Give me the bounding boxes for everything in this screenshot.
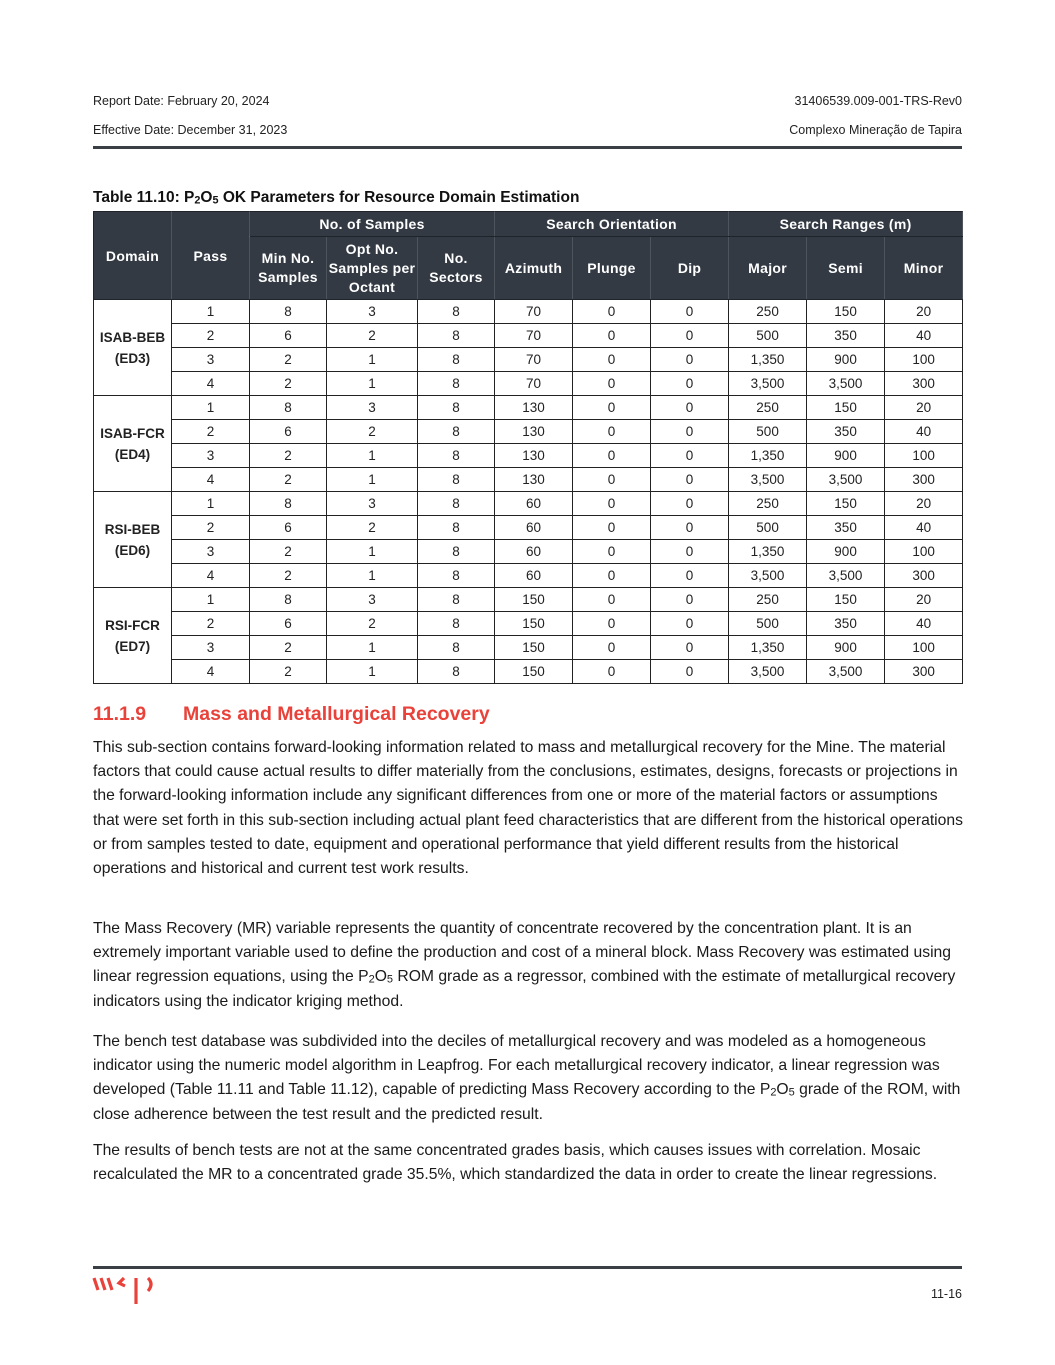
cell-plunge: 0 — [573, 636, 651, 660]
cell-major: 3,500 — [729, 372, 807, 396]
cell-opt-samples: 2 — [327, 516, 418, 540]
cell-azimuth: 70 — [495, 348, 573, 372]
cell-azimuth: 60 — [495, 540, 573, 564]
table-row — [94, 468, 963, 492]
cell-plunge: 0 — [573, 348, 651, 372]
cell-dip: 0 — [651, 660, 729, 684]
domain-name: RSI-FCR — [105, 617, 160, 633]
table-row — [94, 660, 963, 684]
cell-dip: 0 — [651, 516, 729, 540]
header-search-ranges: Search Ranges (m) — [729, 212, 963, 237]
cell-major: 250 — [729, 588, 807, 612]
cell-plunge: 0 — [573, 660, 651, 684]
domain-code: (ED3) — [114, 350, 151, 366]
cell-major: 1,350 — [729, 636, 807, 660]
cell-dip: 0 — [651, 564, 729, 588]
cell-sectors: 8 — [418, 660, 495, 684]
cell-sectors: 8 — [418, 612, 495, 636]
cell-dip: 0 — [651, 300, 729, 324]
cell-minor: 40 — [885, 612, 963, 636]
cell-azimuth: 60 — [495, 516, 573, 540]
cell-plunge: 0 — [573, 612, 651, 636]
cell-min-samples: 2 — [250, 444, 327, 468]
cell-plunge: 0 — [573, 444, 651, 468]
cell-dip: 0 — [651, 420, 729, 444]
domain-name: ISAB-BEB — [99, 329, 166, 345]
cell-plunge: 0 — [573, 300, 651, 324]
cell-pass: 3 — [172, 348, 250, 372]
cell-opt-samples: 3 — [327, 300, 418, 324]
cell-pass: 1 — [172, 492, 250, 516]
cell-azimuth: 130 — [495, 444, 573, 468]
cell-semi: 350 — [807, 324, 885, 348]
cell-semi: 150 — [807, 588, 885, 612]
table-row — [94, 348, 963, 372]
effective-date: Effective Date: December 31, 2023 — [93, 123, 288, 137]
table-row — [94, 396, 963, 420]
header-azimuth: Azimuth — [495, 237, 573, 300]
cell-major: 3,500 — [729, 468, 807, 492]
cell-minor: 100 — [885, 540, 963, 564]
cell-plunge: 0 — [573, 588, 651, 612]
table-row — [94, 588, 963, 612]
cell-sectors: 8 — [418, 300, 495, 324]
cell-azimuth: 150 — [495, 612, 573, 636]
cell-dip: 0 — [651, 348, 729, 372]
cell-opt-samples: 1 — [327, 636, 418, 660]
cell-semi: 3,500 — [807, 660, 885, 684]
cell-azimuth: 60 — [495, 564, 573, 588]
header-domain: Domain — [94, 212, 172, 300]
table-row — [94, 612, 963, 636]
cell-semi: 3,500 — [807, 564, 885, 588]
cell-semi: 350 — [807, 612, 885, 636]
cell-semi: 150 — [807, 300, 885, 324]
domain-code: (ED7) — [114, 638, 151, 654]
paragraph-mass-recovery: The Mass Recovery (MR) variable represents the quantity of concentrate recovered by the concentration plant. It is an extremely important variable used to define the production and cost of a mineral block. Mass Recovery was estimated using linear regression equations, using the $P_2O_5$ ROM grade as a regressor, combined with the estimate of metallurgical recovery indicators using the indicator kriging method. — [93, 920, 956, 1010]
cell-min-samples: 6 — [250, 516, 327, 540]
domain-cell — [94, 588, 172, 684]
table-row — [94, 516, 963, 540]
cell-opt-samples: 3 — [327, 396, 418, 420]
cell-minor: 100 — [885, 348, 963, 372]
header-dip: Dip — [651, 237, 729, 300]
paragraph-bench-test: The bench test database was subdivided into the deciles of metallurgical recovery and was modeled as a homogeneous indicator using the numeric model algorithm in Leapfrog. For each metallurgical recovery indicator, a linear regression was developed (Table 11.11 and Table 11.12), capable of predicting Mass Recovery according to the $P_2O_5$ grade of the ROM, with close adherence between the test result and the predicted result. — [93, 1033, 961, 1123]
cell-min-samples: 2 — [250, 564, 327, 588]
cell-semi: 900 — [807, 636, 885, 660]
table-row — [94, 444, 963, 468]
cell-sectors: 8 — [418, 540, 495, 564]
cell-azimuth: 130 — [495, 468, 573, 492]
header-semi: Semi — [807, 237, 885, 300]
header-min-samples: Min No. Samples — [250, 237, 327, 300]
cell-min-samples: 6 — [250, 420, 327, 444]
cell-azimuth: 150 — [495, 660, 573, 684]
cell-sectors: 8 — [418, 636, 495, 660]
header-search-orientation: Search Orientation — [495, 212, 729, 237]
cell-minor: 300 — [885, 660, 963, 684]
table-row — [94, 540, 963, 564]
cell-min-samples: 2 — [250, 660, 327, 684]
header-no-of-samples: No. of Samples — [250, 212, 495, 237]
cell-pass: 1 — [172, 396, 250, 420]
cell-semi: 150 — [807, 492, 885, 516]
cell-major: 250 — [729, 300, 807, 324]
cell-pass: 4 — [172, 372, 250, 396]
cell-opt-samples: 1 — [327, 348, 418, 372]
cell-dip: 0 — [651, 636, 729, 660]
cell-minor: 100 — [885, 636, 963, 660]
cell-plunge: 0 — [573, 564, 651, 588]
cell-opt-samples: 1 — [327, 372, 418, 396]
domain-cell — [94, 300, 172, 396]
cell-pass: 1 — [172, 588, 250, 612]
cell-major: 250 — [729, 492, 807, 516]
domain-name: ISAB-FCR — [100, 425, 165, 441]
domain-cell — [94, 492, 172, 588]
cell-opt-samples: 1 — [327, 660, 418, 684]
table-body — [94, 300, 963, 684]
header-sectors: No. Sectors — [418, 237, 495, 300]
footer-divider — [93, 1266, 962, 1269]
cell-azimuth: 130 — [495, 420, 573, 444]
cell-plunge: 0 — [573, 516, 651, 540]
cell-sectors: 8 — [418, 468, 495, 492]
cell-sectors: 8 — [418, 420, 495, 444]
cell-dip: 0 — [651, 396, 729, 420]
cell-minor: 40 — [885, 420, 963, 444]
cell-semi: 900 — [807, 540, 885, 564]
cell-major: 500 — [729, 420, 807, 444]
cell-dip: 0 — [651, 468, 729, 492]
cell-minor: 300 — [885, 564, 963, 588]
header-pass: Pass — [172, 212, 250, 300]
page-number: 11-16 — [930, 1287, 962, 1301]
cell-min-samples: 2 — [250, 372, 327, 396]
cell-opt-samples: 2 — [327, 324, 418, 348]
cell-min-samples: 2 — [250, 348, 327, 372]
cell-major: 500 — [729, 516, 807, 540]
table-row — [94, 420, 963, 444]
cell-major: 500 — [729, 324, 807, 348]
cell-pass: 4 — [172, 564, 250, 588]
cell-pass: 2 — [172, 420, 250, 444]
header-minor: Minor — [885, 237, 963, 300]
cell-major: 3,500 — [729, 660, 807, 684]
cell-min-samples: 8 — [250, 492, 327, 516]
cell-dip: 0 — [651, 444, 729, 468]
cell-dip: 0 — [651, 492, 729, 516]
cell-semi: 900 — [807, 348, 885, 372]
header-major: Major — [729, 237, 807, 300]
cell-sectors: 8 — [418, 564, 495, 588]
project-name: Complexo Mineração de Tapira — [789, 123, 962, 137]
cell-pass: 3 — [172, 636, 250, 660]
header-opt-samples: Opt No. Samples per Octant — [327, 237, 418, 300]
cell-major: 250 — [729, 396, 807, 420]
cell-minor: 20 — [885, 300, 963, 324]
cell-plunge: 0 — [573, 468, 651, 492]
domain-cell — [94, 396, 172, 492]
cell-sectors: 8 — [418, 348, 495, 372]
cell-minor: 100 — [885, 444, 963, 468]
cell-azimuth: 70 — [495, 372, 573, 396]
cell-azimuth: 70 — [495, 300, 573, 324]
cell-minor: 20 — [885, 588, 963, 612]
cell-sectors: 8 — [418, 372, 495, 396]
cell-minor: 300 — [885, 372, 963, 396]
cell-azimuth: 60 — [495, 492, 573, 516]
cell-pass: 4 — [172, 468, 250, 492]
cell-sectors: 8 — [418, 396, 495, 420]
cell-min-samples: 8 — [250, 300, 327, 324]
cell-plunge: 0 — [573, 396, 651, 420]
table-row — [94, 636, 963, 660]
wsp-logo-icon — [92, 1274, 156, 1313]
cell-major: 1,350 — [729, 348, 807, 372]
cell-minor: 20 — [885, 492, 963, 516]
cell-min-samples: 8 — [250, 588, 327, 612]
cell-major: 1,350 — [729, 444, 807, 468]
cell-pass: 3 — [172, 444, 250, 468]
cell-opt-samples: 2 — [327, 420, 418, 444]
table-row — [94, 324, 963, 348]
header-plunge: Plunge — [573, 237, 651, 300]
cell-plunge: 0 — [573, 540, 651, 564]
cell-dip: 0 — [651, 324, 729, 348]
header-divider — [93, 146, 962, 149]
cell-min-samples: 2 — [250, 636, 327, 660]
cell-plunge: 0 — [573, 324, 651, 348]
cell-sectors: 8 — [418, 588, 495, 612]
cell-minor: 20 — [885, 396, 963, 420]
cell-pass: 4 — [172, 660, 250, 684]
ok-parameters-table — [93, 211, 963, 684]
cell-azimuth: 150 — [495, 588, 573, 612]
cell-semi: 900 — [807, 444, 885, 468]
cell-opt-samples: 3 — [327, 588, 418, 612]
cell-azimuth: 130 — [495, 396, 573, 420]
cell-pass: 2 — [172, 324, 250, 348]
cell-sectors: 8 — [418, 492, 495, 516]
cell-opt-samples: 3 — [327, 492, 418, 516]
cell-azimuth: 70 — [495, 324, 573, 348]
cell-major: 3,500 — [729, 564, 807, 588]
paragraph-forward-looking: This sub-section contains forward-looking information related to mass and metallurgical recovery for the Mine. The material factors that could cause actual results to differ materially from the conclusions, estimates, designs, forecasts or projections in the forward-looking information include any significant differences from one or more of the material factors or assumptions that were set forth in this sub-section including actual plant feed characteristics that are different from the historical operations or from samples tested to date, equipment and operational performance that yield different results from the historical operations and historical and current test work results. — [93, 739, 963, 878]
document-id: 31406539.009-001-TRS-Rev0 — [794, 94, 962, 108]
cell-opt-samples: 1 — [327, 540, 418, 564]
cell-min-samples: 2 — [250, 540, 327, 564]
table-caption: Table 11.10: $P_2O_5$ OK Parameters for Resource Domain Estimation — [93, 189, 580, 207]
section-heading — [93, 703, 490, 726]
cell-major: 1,350 — [729, 540, 807, 564]
domain-name: RSI-BEB — [104, 521, 161, 537]
cell-plunge: 0 — [573, 492, 651, 516]
cell-opt-samples: 2 — [327, 612, 418, 636]
report-date: Report Date: February 20, 2024 — [93, 94, 270, 108]
cell-minor: 300 — [885, 468, 963, 492]
cell-dip: 0 — [651, 612, 729, 636]
section-number: 11.1.9 — [93, 703, 147, 725]
cell-azimuth: 150 — [495, 636, 573, 660]
cell-semi: 350 — [807, 516, 885, 540]
cell-semi: 350 — [807, 420, 885, 444]
cell-sectors: 8 — [418, 444, 495, 468]
cell-pass: 2 — [172, 516, 250, 540]
cell-dip: 0 — [651, 540, 729, 564]
cell-pass: 3 — [172, 540, 250, 564]
cell-sectors: 8 — [418, 516, 495, 540]
cell-min-samples: 6 — [250, 324, 327, 348]
cell-min-samples: 6 — [250, 612, 327, 636]
cell-plunge: 0 — [573, 372, 651, 396]
paragraph-results: The results of bench tests are not at the same concentrated grades basis, which causes issues with correlation. Mosaic recalculated the MR to a concentrated grade 35.5%, which standardized the data in order to create the linear regressions. — [93, 1142, 938, 1184]
table-row — [94, 300, 963, 324]
cell-plunge: 0 — [573, 420, 651, 444]
cell-semi: 150 — [807, 396, 885, 420]
cell-minor: 40 — [885, 516, 963, 540]
cell-opt-samples: 1 — [327, 564, 418, 588]
cell-opt-samples: 1 — [327, 444, 418, 468]
cell-pass: 1 — [172, 300, 250, 324]
cell-minor: 40 — [885, 324, 963, 348]
cell-min-samples: 8 — [250, 396, 327, 420]
cell-major: 500 — [729, 612, 807, 636]
section-title: Mass and Metallurgical Recovery — [183, 703, 490, 725]
cell-sectors: 8 — [418, 324, 495, 348]
table-row — [94, 492, 963, 516]
cell-pass: 2 — [172, 612, 250, 636]
cell-semi: 3,500 — [807, 468, 885, 492]
cell-dip: 0 — [651, 588, 729, 612]
cell-min-samples: 2 — [250, 468, 327, 492]
table-row — [94, 564, 963, 588]
domain-code: (ED4) — [114, 446, 151, 462]
cell-semi: 3,500 — [807, 372, 885, 396]
cell-dip: 0 — [651, 372, 729, 396]
domain-code: (ED6) — [114, 542, 151, 558]
table-row — [94, 372, 963, 396]
cell-opt-samples: 1 — [327, 468, 418, 492]
